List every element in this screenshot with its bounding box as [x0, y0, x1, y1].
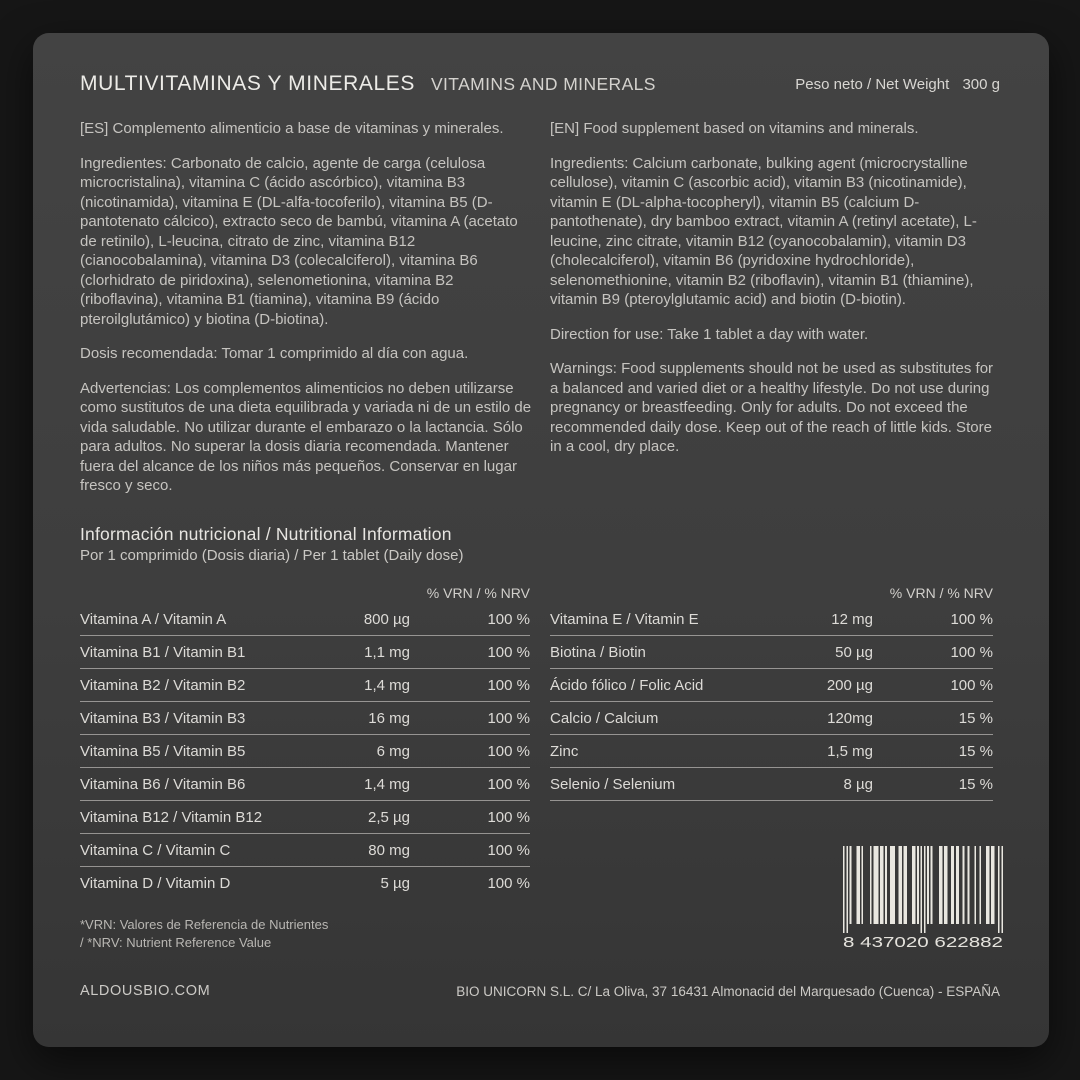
product-title-es: MULTIVITAMINAS Y MINERALES [80, 72, 415, 95]
nutrient-amount: 12 mg [831, 610, 873, 628]
nutrient-nrv: 15 % [958, 742, 993, 760]
nutrient-name: Ácido fólico / Folic Acid [550, 676, 704, 694]
nutrient-amount: 1,4 mg [364, 775, 410, 793]
warnings-en: Warnings: Food supplements should not be used as substitutes for a balanced and varied diet or a healthy lifestyle. Do not use during pregnancy or breastfeeding. Only for adults. Do not exceed the recommended daily dose. Keep out of the reach of little kids. Store in a cool, dry place. [550, 360, 994, 455]
nutrient-amount: 16 mg [368, 709, 410, 727]
intro-en: [EN] Food supplement based on vitamins and minerals. [550, 120, 919, 137]
net-weight-label: Peso neto / Net Weight [795, 76, 950, 93]
nutrition-subheading: Por 1 comprimido (Dosis diaria) / Per 1 tablet (Daily dose) [80, 547, 464, 564]
nutrient-nrv: 100 % [487, 775, 530, 793]
table-row [550, 603, 993, 636]
table-row [80, 768, 530, 801]
nutrient-amount: 1,5 mg [827, 742, 873, 760]
nutrition-heading: Información nutricional / Nutritional Information [80, 524, 452, 544]
nutrient-name: Vitamina B6 / Vitamin B6 [80, 775, 246, 793]
nutrient-name: Selenio / Selenium [550, 775, 676, 793]
nutrient-name: Vitamina D / Vitamin D [80, 875, 231, 892]
nutrient-amount: 5 µg [380, 875, 410, 892]
nutrient-amount: 200 µg [826, 676, 873, 694]
net-weight [795, 76, 1000, 93]
nutrient-nrv: 100 % [487, 808, 530, 826]
nutrient-nrv: 100 % [487, 841, 530, 859]
table-row [550, 636, 993, 669]
nutrient-amount: 120mg [827, 709, 873, 727]
dose-en: Direction for use: Take 1 tablet a day with water. [550, 325, 869, 343]
nutrient-nrv: 15 % [958, 709, 993, 727]
barcode [843, 846, 1003, 951]
nutrient-nrv: 100 % [950, 610, 993, 628]
table-row [80, 669, 530, 702]
nrv-footnote-line1: *VRN: Valores de Referencia de Nutrientes [80, 917, 329, 932]
nutrient-name: Vitamina E / Vitamin E [550, 610, 699, 628]
table-row [80, 834, 530, 867]
table-row [550, 768, 993, 801]
table-row [550, 702, 993, 735]
nutrient-name: Vitamina B3 / Vitamin B3 [80, 709, 246, 727]
ingredients-es: Ingredientes: Carbonato de calcio, agente de carga (celulosa microcristalina), vitamina C (ácido ascórbico), vitamina B3 (nicotinamida), vitamina E (DL-alfa-tocoferilo), vitamina B5 (D-pantotenato cálcico), extracto seco de bambú, vitamina A (acetato de retinilo), L-leucina, citrato de zinc, vitamina B12 (cianocobalamina), vitamina D3 (colecalciferol), vitamina B6 (clorhidrato de piridoxina), selenometionina, vitamina B2 (riboflavina), vitamina B1 (tiamina), vitamina B9 (ácido pteroilglutámico) y biotina (D-biotina). [80, 154, 518, 328]
column-english [550, 119, 1002, 472]
nutrient-nrv: 100 % [487, 643, 530, 661]
table-row [80, 735, 530, 768]
nutrient-name: Vitamina B2 / Vitamin B2 [80, 676, 246, 694]
nutrient-nrv: 100 % [950, 643, 993, 661]
nutrient-amount: 1,1 mg [364, 643, 410, 661]
product-title-en: VITAMINS AND MINERALS [430, 74, 656, 94]
intro-es: [ES] Complemento alimenticio a base de vitaminas y minerales. [80, 120, 504, 137]
warnings-es: Advertencias: Los complementos alimenticios no deben utilizarse como sustitutos de una dieta equilibrada y variada ni de un estilo de vida saludable. No utilizar durante el embarazo o la lactancia. Sólo para adultos. No superar la dosis diaria recomendada. Mantener fuera del alcance de los niños más pequeños. Conservar en lugar fresco y seco. [80, 379, 532, 494]
barcode-digits: 8 437020 622882 [843, 934, 1003, 951]
nutrient-amount: 1,4 mg [364, 676, 410, 694]
nrv-column-header: % VRN / % NRV [426, 585, 530, 601]
nutrient-nrv: 15 % [958, 775, 993, 793]
nutrient-amount: 80 mg [368, 841, 410, 859]
nutrient-amount: 6 mg [376, 742, 410, 760]
nutrient-nrv: 100 % [487, 875, 530, 892]
nutrient-nrv: 100 % [950, 676, 993, 694]
dose-es: Dosis recomendada: Tomar 1 comprimido al día con agua. [80, 345, 469, 362]
nutrient-name: Vitamina C / Vitamin C [80, 841, 231, 859]
nutrient-nrv: 100 % [487, 610, 530, 628]
supplement-label [33, 33, 1049, 1047]
barcode-bars [843, 846, 1003, 933]
ingredients-en: Ingredients: Calcium carbonate, bulking agent (microcrystalline cellulose), vitamin C (ascorbic acid), vitamin B3 (nicotinamide), vitamin E (DL-alpha-tocopheryl), vitamin B5 (calcium D-pantothenate), dry bamboo extract, vitamin A (retinyl acetate), L-leucine, zinc citrate, vitamin B12 (cyanocobalamin), vitamin D3 (cholecalciferol), vitamin B6 (pyridoxine hydrochloride), selenomethionine, vitamin B2 (riboflavin), vitamin B1 (thiamine), vitamin B9 (pteroylglutamic acid) and biotin (D-biotin). [550, 154, 977, 308]
net-weight-value: 300 g [962, 76, 1000, 93]
nutrient-name: Vitamina B5 / Vitamin B5 [80, 742, 246, 760]
table-row [550, 735, 993, 768]
table-row [80, 636, 530, 669]
table-row [80, 702, 530, 735]
table-row [80, 603, 530, 636]
company-address: BIO UNICORN S.L. C/ La Oliva, 37 16431 Almonacid del Marquesado (Cuenca) - ESPAÑA [456, 984, 1000, 999]
label-header [80, 72, 656, 96]
nutrient-amount: 800 µg [363, 610, 410, 628]
table-row [550, 669, 993, 702]
nutrient-nrv: 100 % [487, 709, 530, 727]
nutrition-table-right [550, 585, 993, 801]
nutrient-amount: 50 µg [835, 643, 873, 661]
nrv-footnote [80, 916, 328, 952]
nrv-footnote-line2: / *NRV: Nutrient Reference Value [80, 935, 272, 950]
nutrient-name: Vitamina A / Vitamin A [80, 610, 227, 628]
nutrition-table-left [80, 585, 530, 900]
nutrient-name: Biotina / Biotin [550, 643, 646, 661]
nutrient-name: Vitamina B1 / Vitamin B1 [80, 643, 246, 661]
nutrient-name: Zinc [550, 742, 579, 760]
table-row [80, 867, 530, 900]
column-spanish [80, 119, 538, 511]
table-row [80, 801, 530, 834]
website-text: ALDOUSBIO.COM [80, 983, 211, 999]
nrv-column-header: % VRN / % NRV [889, 585, 993, 601]
nutrient-amount: 2,5 µg [367, 808, 410, 826]
nutrient-amount: 8 µg [843, 775, 873, 793]
nutrient-name: Calcio / Calcium [550, 709, 659, 727]
nutrient-name: Vitamina B12 / Vitamin B12 [80, 808, 263, 826]
nutrient-nrv: 100 % [487, 676, 530, 694]
nutrient-nrv: 100 % [487, 742, 530, 760]
